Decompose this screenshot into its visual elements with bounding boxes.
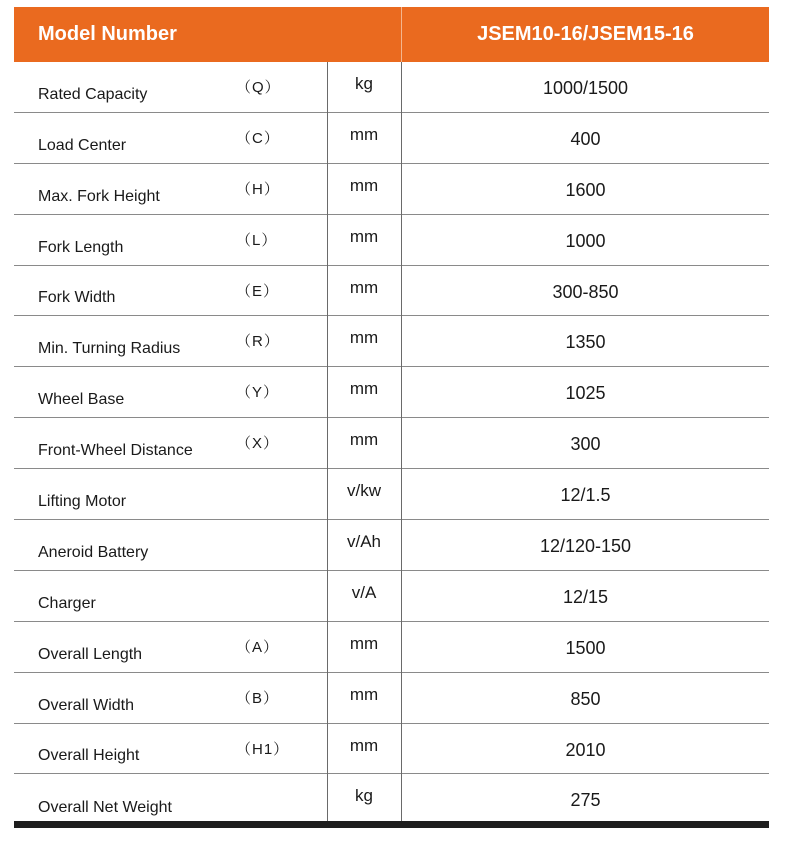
table-header <box>14 7 769 62</box>
row-unit: mm <box>349 430 379 450</box>
table-row <box>14 724 769 775</box>
row-unit: mm <box>349 175 379 195</box>
row-label: Lifting Motor <box>38 493 127 511</box>
row-value: 300-850 <box>552 281 619 302</box>
table-row <box>14 164 769 215</box>
table-row <box>14 673 769 724</box>
row-label: Min. Turning Radius <box>38 340 181 358</box>
row-symbol: （X） <box>236 435 280 453</box>
row-value: 1000/1500 <box>542 78 629 98</box>
row-label: Fork Length <box>38 238 124 256</box>
row-value: 300 <box>570 434 601 455</box>
row-symbol: （H1） <box>236 740 290 758</box>
row-value: 1600 <box>565 179 606 200</box>
row-label: Charger <box>38 594 96 612</box>
row-unit: kg <box>355 786 373 806</box>
table-row <box>14 215 769 266</box>
row-symbol: （B） <box>236 689 280 707</box>
row-symbol: （E） <box>236 282 280 300</box>
row-label: Front-Wheel Distance <box>38 442 193 460</box>
row-label: Fork Width <box>38 289 116 307</box>
table-row <box>14 520 769 571</box>
row-symbol: （R） <box>236 333 280 351</box>
row-unit: mm <box>349 684 379 704</box>
row-symbol: （H） <box>236 180 280 198</box>
header-label: Model Number <box>38 23 177 45</box>
row-value: 1500 <box>565 637 606 658</box>
row-unit: v/Ah <box>346 532 382 552</box>
table-row <box>14 62 769 113</box>
row-label: Overall Height <box>38 747 140 765</box>
header-model-number: JSEM10-16/JSEM15-16 <box>477 23 694 45</box>
row-unit: mm <box>349 735 379 755</box>
row-value: 12/120-150 <box>539 536 632 557</box>
table-row <box>14 469 769 520</box>
row-symbol: （A） <box>236 638 280 656</box>
row-value: 12/15 <box>562 586 609 607</box>
row-symbol: （C） <box>236 129 280 147</box>
row-symbol: （Q） <box>236 79 281 96</box>
row-value: 12/1.5 <box>560 485 611 506</box>
table-row <box>14 571 769 622</box>
row-unit: mm <box>349 379 379 399</box>
row-value: 1350 <box>565 332 606 353</box>
row-value: 400 <box>570 128 601 149</box>
table-row <box>14 266 769 317</box>
row-unit: mm <box>349 633 379 653</box>
table-row <box>14 418 769 469</box>
table-row <box>14 316 769 367</box>
row-unit: v/A <box>351 582 377 602</box>
row-label: Rated Capacity <box>38 85 148 103</box>
table-row <box>14 622 769 673</box>
table-row <box>14 367 769 418</box>
row-label: Load Center <box>38 136 127 154</box>
row-unit: mm <box>349 328 379 348</box>
row-unit: mm <box>349 124 379 144</box>
row-value: 850 <box>570 688 601 709</box>
bottom-bar <box>14 821 769 828</box>
row-value: 275 <box>570 790 601 811</box>
row-label: Overall Net Weight <box>38 799 172 817</box>
row-value: 1025 <box>565 383 606 404</box>
column-divider-value <box>401 62 402 821</box>
row-unit: mm <box>349 277 379 297</box>
row-label: Aneroid Battery <box>38 543 149 561</box>
row-unit: mm <box>349 226 379 246</box>
row-unit: v/kw <box>347 481 381 501</box>
row-symbol: （Y） <box>236 384 280 402</box>
row-label: Wheel Base <box>38 391 125 409</box>
table-row <box>14 774 769 825</box>
row-label: Max. Fork Height <box>38 187 160 205</box>
table-body <box>14 62 769 825</box>
spec-table <box>14 7 769 825</box>
row-value: 1000 <box>565 230 606 251</box>
row-label: Overall Width <box>38 696 135 714</box>
row-unit: kg <box>355 74 373 93</box>
table-row <box>14 113 769 164</box>
column-divider-unit <box>327 62 328 821</box>
row-label: Overall Length <box>38 645 143 663</box>
row-symbol: （L） <box>236 231 278 249</box>
row-value: 2010 <box>565 739 606 760</box>
